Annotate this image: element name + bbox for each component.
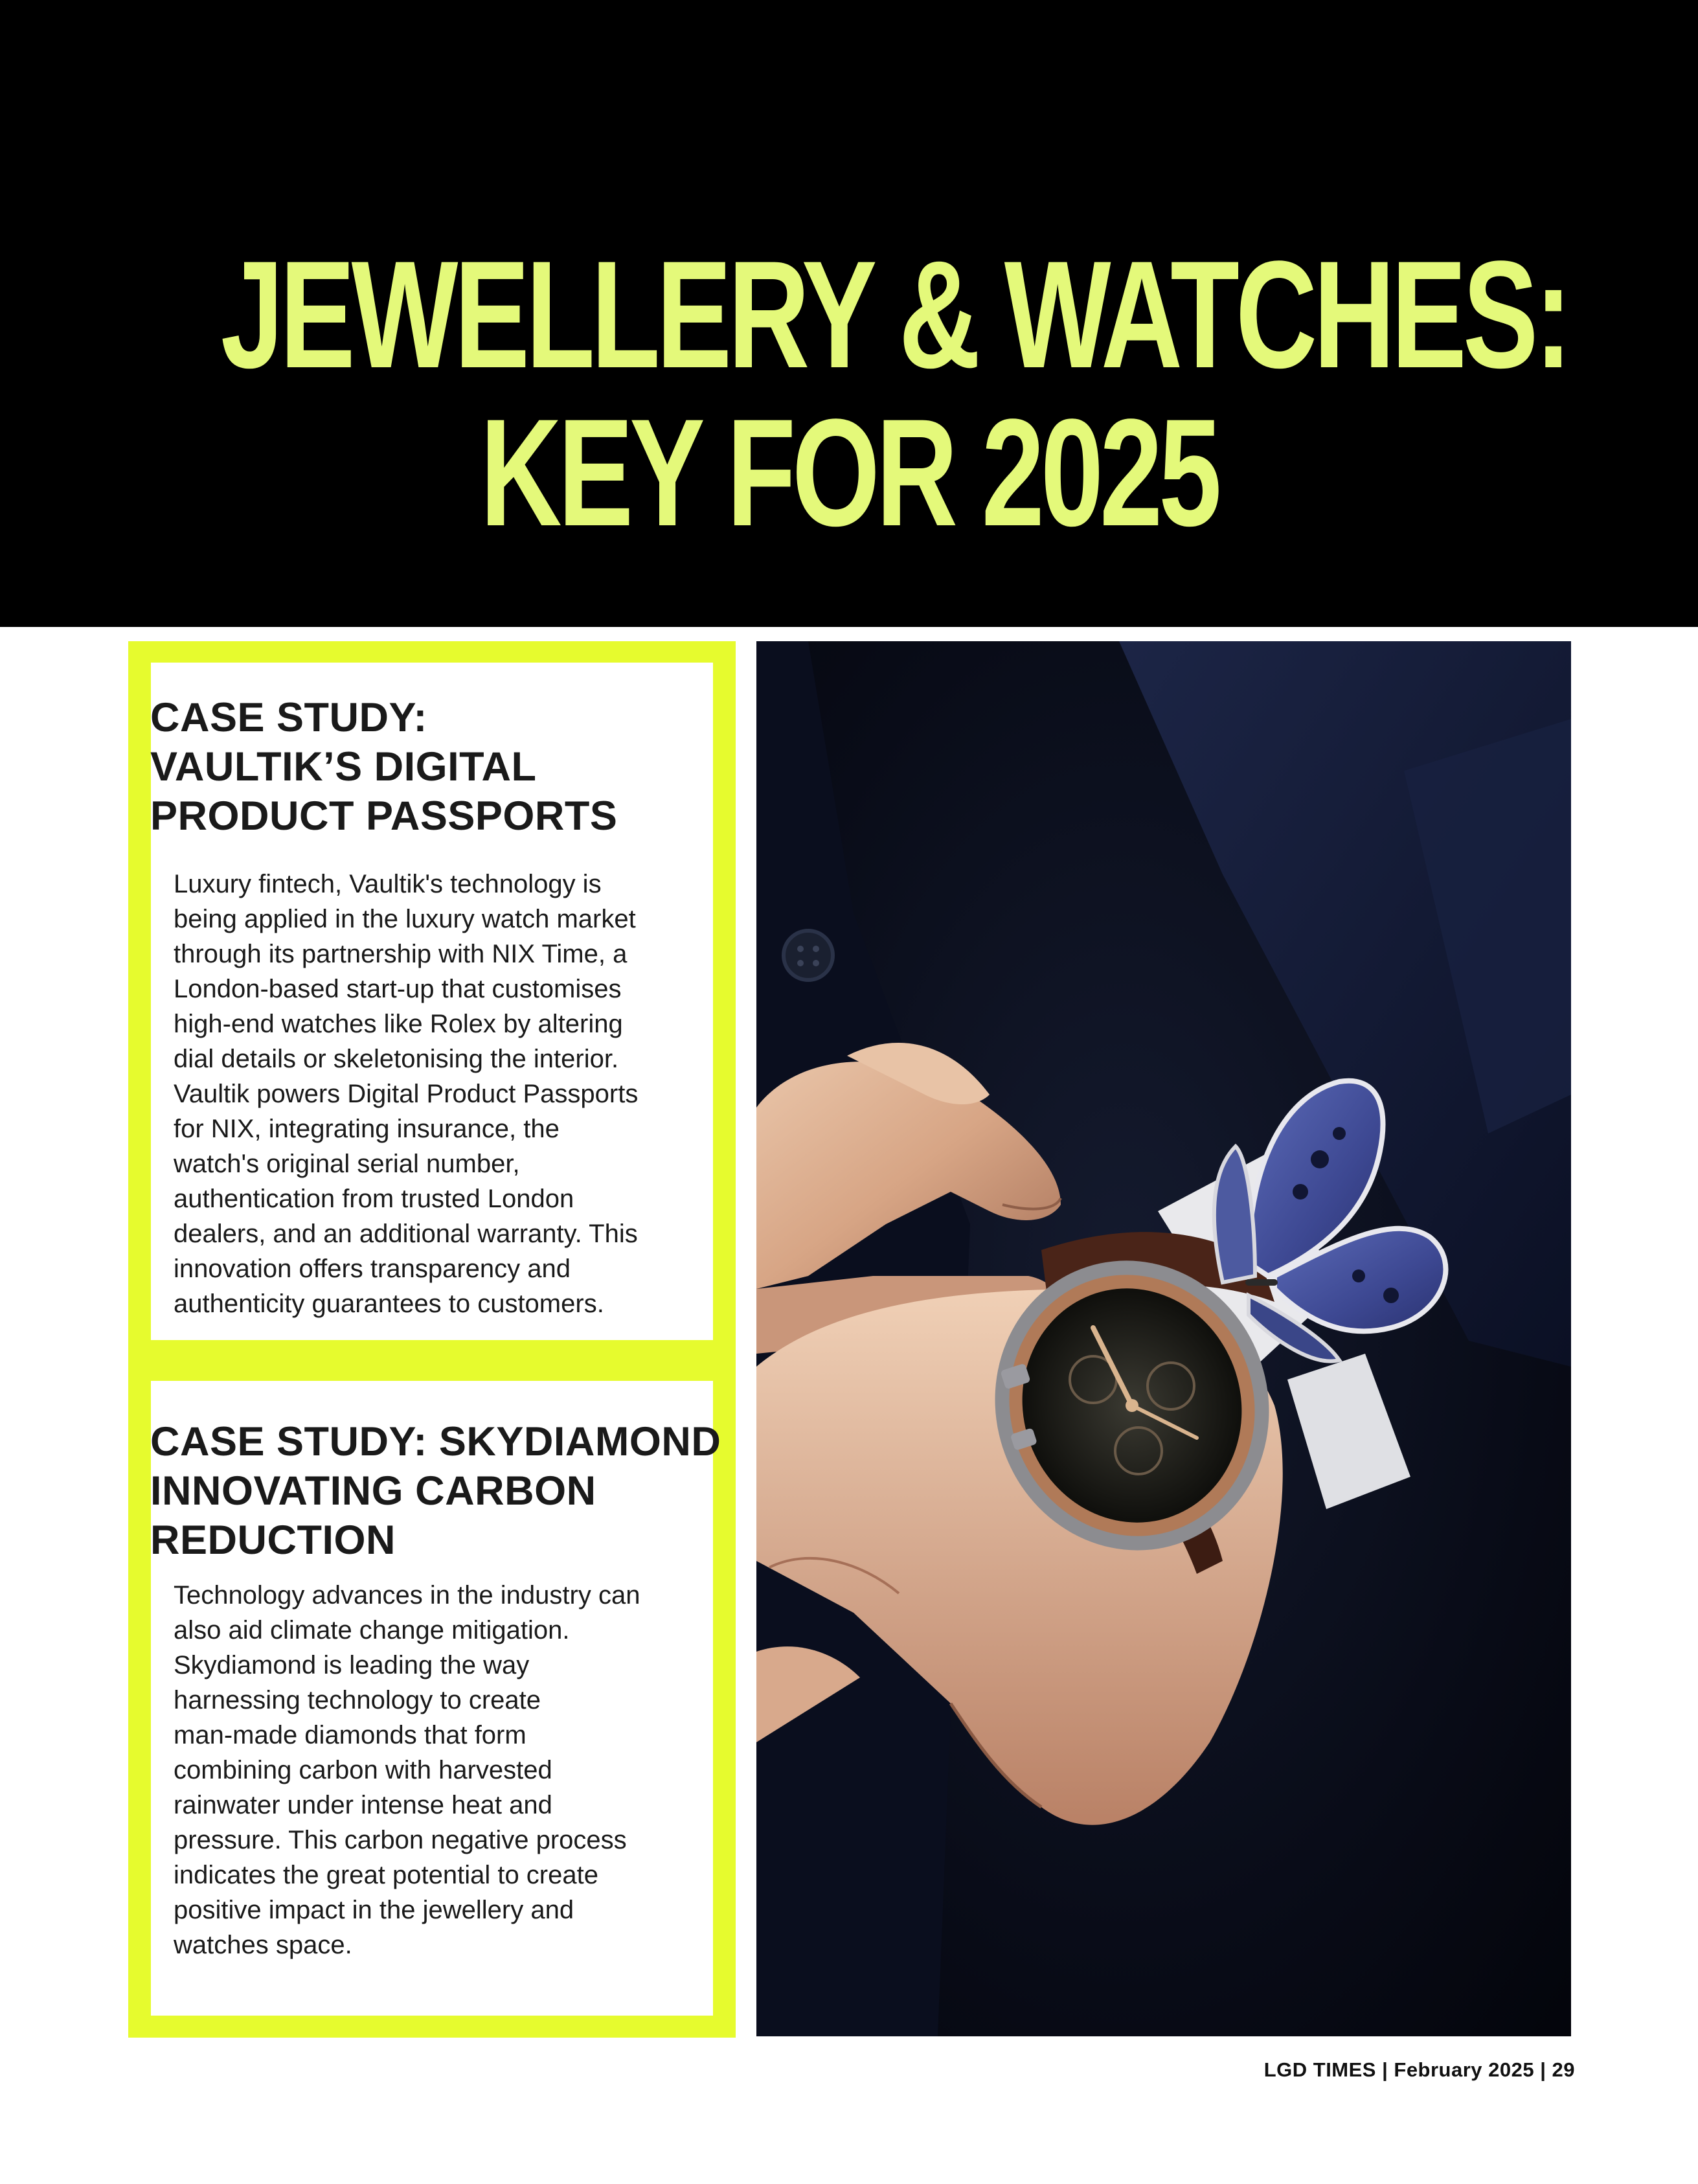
body-line: combining carbon with harvested xyxy=(174,1756,552,1784)
body-line: dealers, and an additional warranty. This xyxy=(174,1220,638,1248)
body-line: watches space. xyxy=(174,1931,352,1959)
body-line: authenticity guarantees to customers. xyxy=(174,1290,604,1318)
body-line: also aid climate change mitigation. xyxy=(174,1616,570,1644)
case-study-title-vaultik xyxy=(150,693,617,841)
case-study-body-vaultik xyxy=(174,867,724,1321)
case-study-body-skydiamond xyxy=(174,1578,724,1962)
headline-line-1: JEWELLERY & WATCHES: xyxy=(220,229,1568,400)
body-line: through its partnership with NIX Time, a xyxy=(174,940,628,968)
body-line: rainwater under intense heat and xyxy=(174,1791,552,1819)
headline-line-2: KEY FOR 2025 xyxy=(480,387,1218,558)
body-line: Skydiamond is leading the way xyxy=(174,1651,530,1679)
body-line: pressure. This carbon negative process xyxy=(174,1826,627,1854)
title-line: CASE STUDY: SKYDIAMOND xyxy=(150,1419,721,1464)
body-line: Luxury fintech, Vaultik's technology is xyxy=(174,870,602,898)
body-line: high-end watches like Rolex by altering xyxy=(174,1010,623,1038)
body-line: innovation offers transparency and xyxy=(174,1255,571,1283)
body-line: watch's original serial number, xyxy=(174,1150,520,1178)
body-line: man-made diamonds that form xyxy=(174,1721,526,1749)
body-line: authentication from trusted London xyxy=(174,1185,574,1213)
body-line: London-based start-up that customises xyxy=(174,975,622,1003)
title-line: CASE STUDY: xyxy=(150,695,427,740)
body-line: positive impact in the jewellery and xyxy=(174,1896,574,1924)
body-line: Technology advances in the industry can xyxy=(174,1581,640,1610)
title-line: VAULTIK’S DIGITAL xyxy=(150,744,537,790)
body-line: for NIX, integrating insurance, the xyxy=(174,1115,560,1143)
body-line: Vaultik powers Digital Product Passports xyxy=(174,1080,639,1108)
page-footer: LGD TIMES | February 2025 | 29 xyxy=(1263,2058,1575,2081)
case-study-title-skydiamond xyxy=(150,1417,721,1565)
body-line: dial details or skeletonising the interior. xyxy=(174,1045,619,1073)
body-line: being applied in the luxury watch market xyxy=(174,905,636,933)
body-line: indicates the great potential to create xyxy=(174,1861,598,1889)
title-line: INNOVATING CARBON xyxy=(150,1468,596,1514)
title-line: PRODUCT PASSPORTS xyxy=(150,793,618,839)
body-line: harnessing technology to create xyxy=(174,1686,541,1714)
title-line: REDUCTION xyxy=(150,1518,396,1563)
wristwatch-butterfly-photo xyxy=(756,641,1571,2036)
